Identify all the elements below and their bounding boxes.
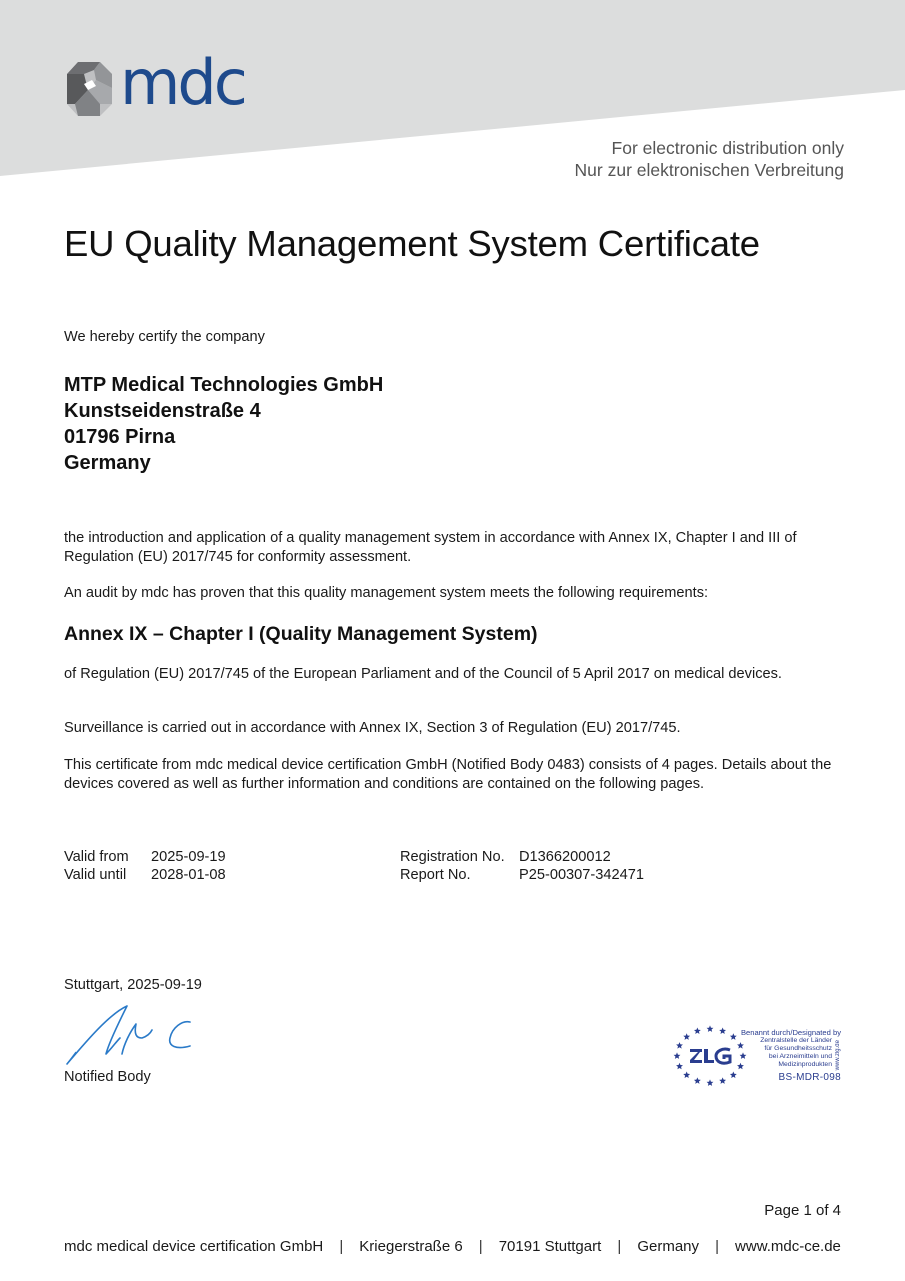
footer-separator: | <box>715 1238 719 1255</box>
footer-separator: | <box>617 1238 622 1255</box>
certificate-title: EU Quality Management System Certificate <box>64 223 760 264</box>
footer-separator: | <box>339 1238 344 1255</box>
company-street: Kunstseidenstraße 4 <box>64 400 261 422</box>
company-city: 01796 Pirna <box>64 426 176 448</box>
validity-block <box>64 848 226 884</box>
valid-from-row <box>64 848 226 866</box>
company-name: MTP Medical Technologies GmbH <box>64 374 384 396</box>
zlg-line-4: Medizinprodukten <box>778 1061 832 1068</box>
registration-label: Registration No. <box>400 849 505 865</box>
footer-street: Kriegerstraße 6 <box>359 1238 463 1255</box>
zlg-star-icon <box>674 1052 681 1059</box>
zlg-star-icon <box>707 1079 714 1086</box>
zlg-line-1: Zentralstelle der Länder <box>760 1037 832 1044</box>
zlg-star-icon <box>683 1033 690 1040</box>
zlg-star-icon <box>694 1077 701 1084</box>
footer-company: mdc medical device certification GmbH <box>64 1238 324 1255</box>
valid-until-label: Valid until <box>64 867 127 883</box>
zlg-designated-by: Benannt durch/Designated by <box>740 1028 841 1037</box>
zlg-star-icon <box>730 1071 737 1078</box>
company-address <box>64 372 383 476</box>
annex-heading: Annex IX – Chapter I (Quality Management System) <box>64 623 538 645</box>
mdc-logo-text: mdc <box>120 46 245 119</box>
zlg-star-icon <box>683 1071 690 1078</box>
report-row <box>400 866 644 884</box>
footer-website[interactable]: www.mdc-ce.de <box>735 1238 841 1255</box>
distribution-notice <box>575 137 844 181</box>
registration-value: D1366200012 <box>519 849 611 865</box>
registration-row <box>400 848 644 866</box>
place-date: Stuttgart, 2025-09-19 <box>64 977 202 993</box>
paragraph-certificate-details: This certificate from mdc medical device certification GmbH (Notified Body 0483) consists of 4 pages. Details about the devices covered as well as further information and conditions are contained on the following pages. <box>64 757 832 792</box>
intro-text: We hereby certify the company <box>64 329 265 345</box>
distribution-notice-en: For electronic distribution only <box>611 138 844 158</box>
valid-from-value: 2025-09-19 <box>151 849 226 865</box>
zlg-star-icon <box>719 1027 726 1034</box>
zlg-star-icon <box>730 1033 737 1040</box>
valid-until-value: 2028-01-08 <box>151 867 226 883</box>
zlg-url: www.zlg.de <box>835 1040 841 1071</box>
registration-block <box>400 848 644 884</box>
paragraph-audit: An audit by mdc has proven that this quality management system meets the following requirements: <box>64 585 709 601</box>
report-value: P25-00307-342471 <box>519 867 644 883</box>
zlg-line-3: bei Arzneimitteln und <box>768 1053 832 1060</box>
distribution-notice-de: Nur zur elektronischen Verbreitung <box>574 160 844 180</box>
footer-city: 70191 Stuttgart <box>498 1238 602 1255</box>
zlg-star-icon <box>694 1027 701 1034</box>
zlg-star-icon <box>719 1077 726 1084</box>
paragraph-introduction: the introduction and application of a quality management system in accordance with Annex IX, Chapter I and III of Regulation (EU) 2017/745 for conformity assessment. <box>64 530 797 565</box>
zlg-star-icon <box>676 1042 683 1049</box>
zlg-designation <box>741 1028 841 1084</box>
report-label: Report No. <box>400 867 471 883</box>
paragraph-surveillance: Surveillance is carried out in accordance with Annex IX, Section 3 of Regulation (EU) 2017/745. <box>64 720 681 736</box>
valid-from-label: Valid from <box>64 849 129 865</box>
zlg-line-2: für Gesundheitsschutz <box>764 1045 832 1052</box>
zlg-star-icon <box>707 1025 714 1032</box>
footer-separator: | <box>478 1238 483 1255</box>
signatory: Notified Body <box>64 1069 151 1085</box>
company-country: Germany <box>64 452 151 474</box>
valid-until-row <box>64 866 226 884</box>
footer <box>64 1238 841 1255</box>
signature-icon <box>64 1002 199 1068</box>
paragraph-regulation: of Regulation (EU) 2017/745 of the European Parliament and of the Council of 5 April 2017 on medical devices. <box>64 666 782 682</box>
page-number: Page 1 of 4 <box>764 1202 841 1219</box>
footer-country: Germany <box>637 1238 699 1255</box>
zlg-star-icon <box>676 1063 683 1070</box>
zlg-code: BS-MDR-098 <box>778 1072 841 1083</box>
